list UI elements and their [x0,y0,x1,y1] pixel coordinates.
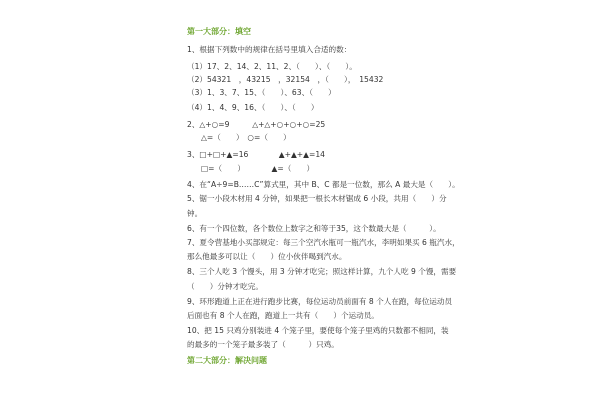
q3-line2: □=（ ） ▲=（ ） [201,164,315,173]
q2-line1: 2、△+○=9 △+△+○+○+○=25 [187,120,326,129]
q1-item-4: （4）1、4、9、16、（ ）、（ ） [187,103,319,112]
section1-title: 第一大部分：填空 [187,27,251,36]
q1-item-1: （1）17、2、14、2、11、2、（ ）、（ ）。 [187,62,357,71]
q7-line1: 7、夏令营基地小买部规定：每三个空汽水瓶可一瓶汽水，李明如果买 6 瓶汽水， [187,238,460,247]
q4: 4、在“A÷9=B……C”算式里，其中 B、C 都是一位数，那么 A 最大是（ ）。 [187,180,460,189]
q10-line1: 10、把 15 只鸡分别装进 4 个笼子里，要使每个笼子里鸡的只数都不相同，装 [187,326,449,335]
q9-line2: 后面也有 8 个人在跑，跑道上一共有（ ）个运动员。 [187,311,379,320]
q8-line2: （ ）分钟才吃完。 [187,282,263,291]
q9-line1: 9、环形跑道上正在进行跑步比赛，每位运动员前面有 8 个人在跑，每位运动员 [187,297,453,306]
q7-line2: 那么他最多可以让（ ）位小伙伴喝到汽水。 [187,252,347,261]
q2-line2: △=（ ） ○=（ ） [201,133,291,142]
section2-title: 第二大部分：解决问题 [187,356,267,365]
q3-line1: 3、□+□+▲=16 ▲+▲+▲=14 [187,150,326,159]
q1-item-3: （3）1、3、7、15、（ ）、63、（ ） [187,88,336,97]
q10-line2: 的最多的一个笼子最多装了（ ）只鸡。 [187,340,339,349]
q5-line2: 钟。 [187,209,203,218]
q5-line1: 5、锯一小段木材用 4 分钟，如果把一根长木材锯成 6 小段，共用（ ）分 [187,194,447,203]
q6: 6、有一个四位数，各个数位上数字之和等于35，这个数最大是（ ）。 [187,224,441,233]
q1-item-2: （2）54321 ，43215 ，32154 ，（ ）， 15432 [187,75,384,84]
q1-prompt: 1、根据下列数中的规律在括号里填入合适的数： [187,45,352,54]
q8-line1: 8、三个人吃 3 个馒头，用 3 分钟才吃完；照这样计算，九个人吃 9 个馒，需要 [187,267,457,276]
